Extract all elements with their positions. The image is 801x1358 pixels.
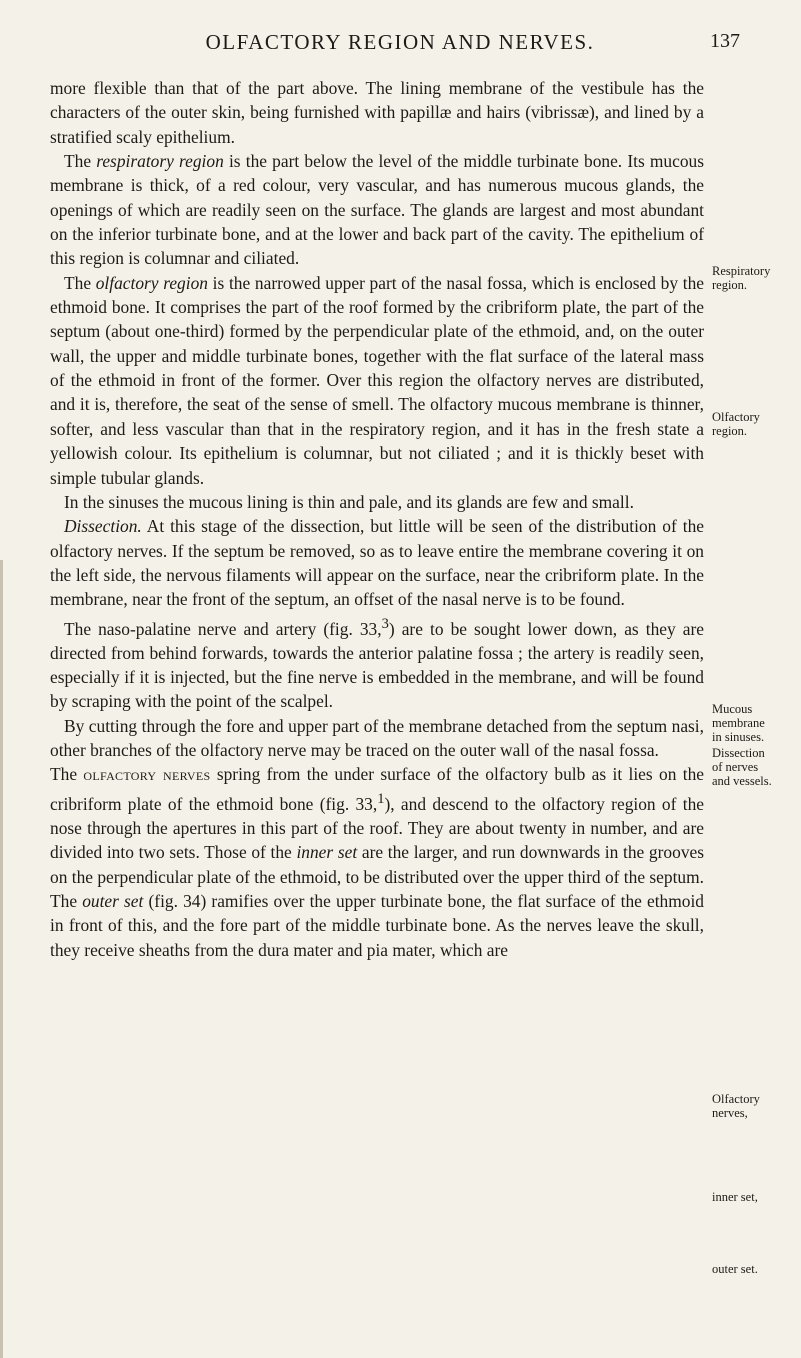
paragraph-text: The (64, 272, 96, 293)
paragraph-sinuses (50, 490, 704, 514)
running-title: OLFACTORY REGION AND NERVES. (205, 30, 595, 54)
side-note-line: region. (712, 278, 748, 292)
side-note-line: Olfactory (712, 1092, 760, 1106)
page-number: 137 (710, 30, 740, 52)
side-note-line: Mucous (712, 702, 753, 716)
side-note-line: of nerves (712, 760, 759, 774)
page-header (60, 30, 740, 60)
figure-reference: 3 (381, 615, 389, 632)
paragraph-text: is the narrowed upper part of the nasal fossa, which is enclosed by the ethmoid bone. It comprises the part of the roof formed by the cribriform plate, the part of the septum (about one-third) formed by the perpendicular plate of the ethmoid, and, on the outer wall, the upper and middle turbinate bones, together with the flat surface of the lateral mass of the ethmoid in front of the former. Over this region the olfactory nerves are distributed, and it is, therefore, the seat of the sense of smell. The olfactory mucous membrane is thinner, softer, and less vascular than that in the respiratory region, and it has in the fresh state a yellowish colour. Its epithelium is columnar, but not ciliated ; and it is thickly beset with simple tubular glands. (50, 272, 704, 488)
side-note-line: and vessels. (712, 774, 772, 788)
paragraph-text: spring from the under surface of the olfactory bulb as it lies on the cribriform plate of the ethmoid bone (fig. 33, (50, 764, 704, 814)
term-inner-set: inner set (296, 842, 358, 863)
side-note-olfactory-region (712, 410, 798, 438)
paragraph-text: are the larger, and run downwards in the grooves on the perpendicular plate of the ethmoid, to be distributed over the upper third of the septum. The (50, 842, 704, 911)
page-edge-shadow (0, 560, 3, 1358)
side-note-dissection (712, 746, 798, 788)
side-note-line: Respiratory (712, 264, 771, 278)
paragraph-vestibule (50, 76, 704, 149)
paragraph-naso-palatine (50, 612, 704, 714)
figure-reference: 1 (377, 790, 385, 807)
paragraph-text: By cutting through the fore and upper part of the membrane detached from the septum nasi, other branches of the olfactory nerve may be traced on the outer wall of the nasal fossa. (50, 715, 704, 761)
side-note-olfactory-nerves (712, 1092, 798, 1120)
term-olfactory-nerves: olfactory nerves (83, 764, 211, 785)
body-text (50, 76, 704, 962)
term-dissection: Dissection. (64, 516, 142, 537)
paragraph-dissection (50, 514, 704, 611)
side-note-line: Dissection (712, 746, 765, 760)
paragraph-text: is the part below the level of the middle turbinate bone. Its mucous membrane is thick, of a red colour, very vascular, and has numerous mucous glands, the openings of which are readily seen on the surface. The glands are largest and most abundant on the inferior turbinate bone, and at the lower and back part of the cavity. The epithelium of this region is columnar and ciliated. (50, 151, 705, 269)
side-note-outer-set (712, 1262, 798, 1276)
side-note-line: in sinuses. (712, 730, 765, 744)
side-note-line: inner set, (712, 1190, 758, 1204)
paragraph-cutting (50, 714, 704, 763)
paragraph-text: The (50, 764, 84, 785)
paragraph-olfactory-region (50, 271, 704, 490)
side-note-line: nerves, (712, 1106, 748, 1120)
term-olfactory-region: olfactory region (95, 272, 208, 293)
paragraph-text: (fig. 34) ramifies over the upper turbinate bone, the flat surface of the ethmoid in front of this, and the fore part of the middle turbinate bone. As the nerves leave the skull, they receive sheaths from the dura mater and pia mater, which are (50, 890, 704, 960)
paragraph-olfactory-nerves (50, 762, 704, 962)
paragraph-text: At this stage of the dissection, but little will be seen of the distribution of the olfactory nerves. If the septum be removed, so as to leave entire the membrane covering it on the left side, the nervous filaments will appear on the surface, near the cribriform plate. In the membrane, near the front of the septum, an offset of the nasal nerve is to be found. (50, 516, 704, 610)
term-outer-set: outer set (82, 890, 144, 911)
term-respiratory-region: respiratory region (96, 151, 224, 172)
side-note-line: outer set. (712, 1262, 758, 1276)
paragraph-respiratory-region (50, 149, 704, 271)
side-note-line: Olfactory (712, 410, 760, 424)
paragraph-text: ), and descend to the olfactory region of the nose through the apertures in this part of the roof. They are about twenty in number, and are divided into two sets. Those of the (50, 793, 704, 863)
side-note-line: region. (712, 424, 748, 438)
side-note-mucous-membrane (712, 702, 798, 744)
paragraph-text: The naso-palatine nerve and artery (fig. 33, (64, 618, 382, 639)
side-note-line: membrane (712, 716, 765, 730)
paragraph-text: The (64, 151, 97, 172)
side-note-inner-set (712, 1190, 798, 1204)
side-note-respiratory (712, 264, 798, 292)
paragraph-text: more flexible than that of the part above. The lining membrane of the vestibule has the characters of the outer skin, being furnished with papillæ and hairs (vibrissæ), and lined by a stratified scaly epithelium. (50, 78, 704, 147)
paragraph-text: In the sinuses the mucous lining is thin and pale, and its glands are few and small. (64, 491, 634, 512)
paragraph-text: ) are to be sought lower down, as they are directed from behind forwards, towards the anterior palatine fossa ; the artery is readily seen, especially if it is injected, but the fine nerve is embedded in the membrane, and will be found by scraping with the point of the scalpel. (50, 618, 704, 712)
